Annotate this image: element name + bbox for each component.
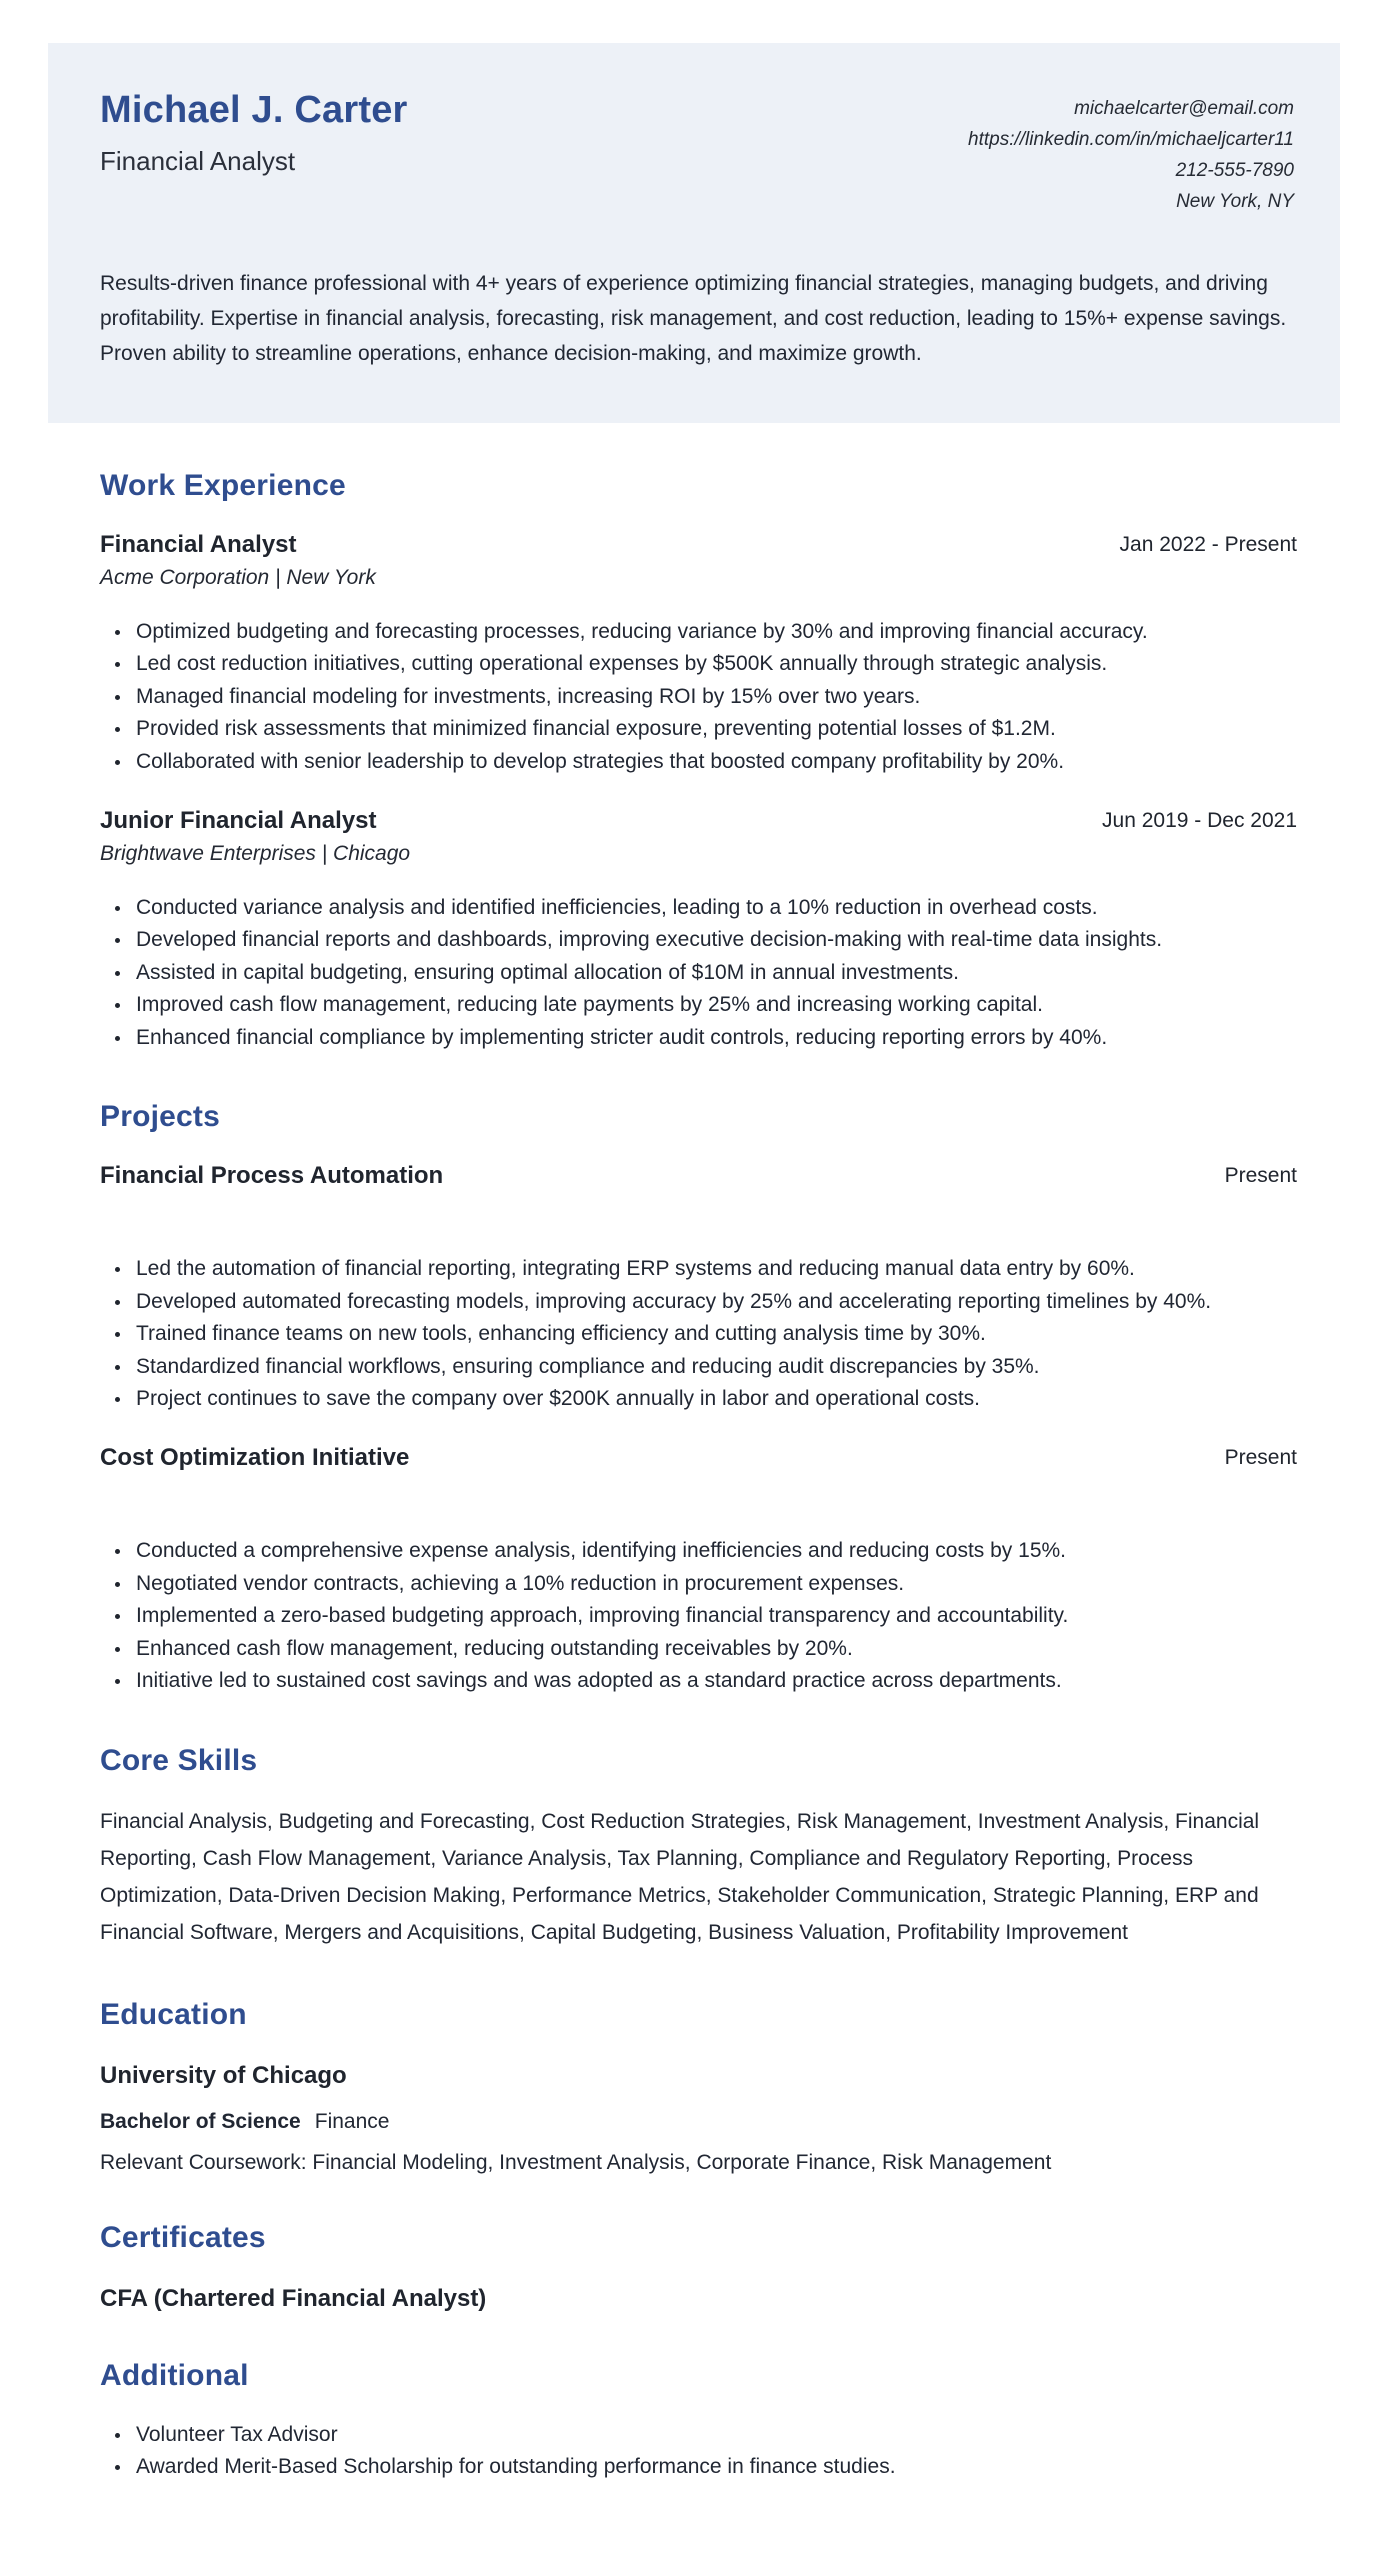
- job-entry: [100, 807, 1297, 1055]
- project-subtitle-spacer: [100, 1472, 1297, 1509]
- project-title: Cost Optimization Initiative: [100, 1444, 410, 1472]
- bullet-item: • Conducted variance analysis and identified inefficiencies, leading to a 10% reduction in overhead costs.: [132, 892, 1297, 925]
- project-bullet-list: [100, 1253, 1297, 1416]
- bullet-item: • Trained finance teams on new tools, enhancing efficiency and cutting analysis time by 30%.: [132, 1318, 1297, 1351]
- project-date: Present: [1224, 1164, 1297, 1188]
- bullet-item: • Assisted in capital budgeting, ensuring optimal allocation of $10M in annual investments.: [132, 957, 1297, 990]
- bullet-item: • Project continues to save the company over $200K annually in labor and operational costs.: [132, 1383, 1297, 1416]
- contact-block: [968, 89, 1294, 218]
- degree-field: Finance: [314, 2109, 390, 2133]
- additional-heading: Additional: [100, 2358, 249, 2392]
- bullet-item: • Provided risk assessments that minimized financial exposure, preventing potential losses of $1.2M.: [132, 713, 1297, 746]
- bullet-item: • Volunteer Tax Advisor: [132, 2419, 1297, 2452]
- bullet-item: • Standardized financial workflows, ensuring compliance and reducing audit discrepancies by 35%.: [132, 1351, 1297, 1384]
- certificate-item: CFA (Chartered Financial Analyst): [100, 2284, 487, 2312]
- resume-body: [0, 469, 1387, 2484]
- job-entry: [100, 531, 1297, 779]
- professional-summary: Results-driven finance professional with 4+ years of experience optimizing financial strategies, managing budgets, and driving profitability. Expertise in financial analysis, forecasting, risk management, and cost reduction, leading to 15%+ expense savings. Proven ability to streamline operations, enhance decision-making, and maximize growth.: [100, 271, 1287, 365]
- bullet-item: • Managed financial modeling for investments, increasing ROI by 15% over two years.: [132, 681, 1297, 714]
- section-certificates: [100, 2221, 1297, 2313]
- degree-name: Bachelor of Science: [100, 2109, 301, 2133]
- contact-location: New York, NY: [1176, 191, 1294, 213]
- bullet-item: • Optimized budgeting and forecasting processes, reducing variance by 30% and improving financial accuracy.: [132, 616, 1297, 649]
- relevant-coursework: Relevant Coursework: Financial Modeling, Investment Analysis, Corporate Finance, Risk Management: [100, 2150, 1052, 2174]
- contact-linkedin-url: https://linkedin.com/in/michaeljcarter11: [968, 129, 1294, 151]
- project-entry: [100, 1162, 1297, 1416]
- additional-bullet-list: [100, 2419, 1297, 2484]
- resume-header: [48, 43, 1340, 423]
- job-entry-header: [100, 807, 1297, 835]
- job-date-range: Jun 2019 - Dec 2021: [1102, 808, 1297, 832]
- job-company: Brightwave Enterprises | Chicago: [100, 841, 411, 865]
- job-company: Acme Corporation | New York: [100, 565, 376, 589]
- bullet-item: • Implemented a zero-based budgeting approach, improving financial transparency and accountability.: [132, 1600, 1297, 1633]
- school-name: University of Chicago: [100, 2061, 347, 2089]
- skills-list-text: Financial Analysis, Budgeting and Forecasting, Cost Reduction Strategies, Risk Management, Investment Analysis, Financial Reporting, Cash Flow Management, Variance Analysis, Tax Planning, Compliance and Regulatory Reporting, Process Optimization, Data-Driven Decision Making, Performance Metrics, Stakeholder Communication, Strategic Planning, ERP and Financial Software, Mergers and Acquisitions, Capital Budgeting, Business Valuation, Profitability Improvement: [100, 1809, 1260, 1944]
- candidate-title: Financial Analyst: [100, 146, 296, 176]
- candidate-name: Michael J. Carter: [100, 89, 408, 131]
- project-bullet-list: [100, 1535, 1297, 1698]
- job-bullet-list: [100, 616, 1297, 779]
- section-core-skills: [100, 1744, 1297, 1952]
- identity-block: [100, 89, 408, 177]
- project-entry-header: [100, 1162, 1297, 1190]
- bullet-item: • Developed financial reports and dashboards, improving executive decision-making with real-time data insights.: [132, 924, 1297, 957]
- work-experience-heading: Work Experience: [100, 468, 346, 502]
- core-skills-heading: Core Skills: [100, 1743, 258, 1777]
- section-work-experience: [100, 469, 1297, 1054]
- bullet-item: • Conducted a comprehensive expense analysis, identifying inefficiencies and reducing costs by 15%.: [132, 1535, 1297, 1568]
- project-entry-header: [100, 1444, 1297, 1472]
- bullet-item: • Led cost reduction initiatives, cutting operational expenses by $500K annually through strategic analysis.: [132, 648, 1297, 681]
- job-title: Financial Analyst: [100, 530, 297, 558]
- job-entry-header: [100, 531, 1297, 559]
- job-title: Junior Financial Analyst: [100, 806, 377, 834]
- bullet-item: • Negotiated vendor contracts, achieving a 10% reduction in procurement expenses.: [132, 1568, 1297, 1601]
- header-top-row: [100, 89, 1294, 218]
- section-education: [100, 1998, 1297, 2175]
- project-date: Present: [1224, 1446, 1297, 1470]
- section-additional: [100, 2359, 1297, 2484]
- project-title: Financial Process Automation: [100, 1162, 444, 1190]
- bullet-item: • Enhanced financial compliance by implementing stricter audit controls, reducing reporting errors by 40%.: [132, 1022, 1297, 1055]
- job-date-range: Jan 2022 - Present: [1119, 532, 1297, 556]
- project-subtitle-spacer: [100, 1190, 1297, 1227]
- projects-heading: Projects: [100, 1100, 220, 1134]
- degree-line: [100, 2110, 1297, 2134]
- education-heading: Education: [100, 1997, 247, 2031]
- bullet-item: • Developed automated forecasting models, improving accuracy by 25% and accelerating reporting timelines by 40%.: [132, 1286, 1297, 1319]
- project-entry: [100, 1444, 1297, 1698]
- certificates-heading: Certificates: [100, 2220, 266, 2254]
- bullet-item: • Initiative led to sustained cost savings and was adopted as a standard practice across departments.: [132, 1665, 1297, 1698]
- section-projects: [100, 1100, 1297, 1697]
- bullet-item: • Awarded Merit-Based Scholarship for outstanding performance in finance studies.: [132, 2451, 1297, 2484]
- bullet-item: • Led the automation of financial reporting, integrating ERP systems and reducing manual data entry by 60%.: [132, 1253, 1297, 1286]
- bullet-item: • Improved cash flow management, reducing late payments by 25% and increasing working capital.: [132, 989, 1297, 1022]
- contact-email: michaelcarter@email.com: [1074, 98, 1294, 119]
- bullet-item: • Collaborated with senior leadership to develop strategies that boosted company profitability by 20%.: [132, 746, 1297, 779]
- job-bullet-list: [100, 892, 1297, 1055]
- bullet-item: • Enhanced cash flow management, reducing outstanding receivables by 20%.: [132, 1633, 1297, 1666]
- contact-phone: 212-555-7890: [1175, 160, 1294, 182]
